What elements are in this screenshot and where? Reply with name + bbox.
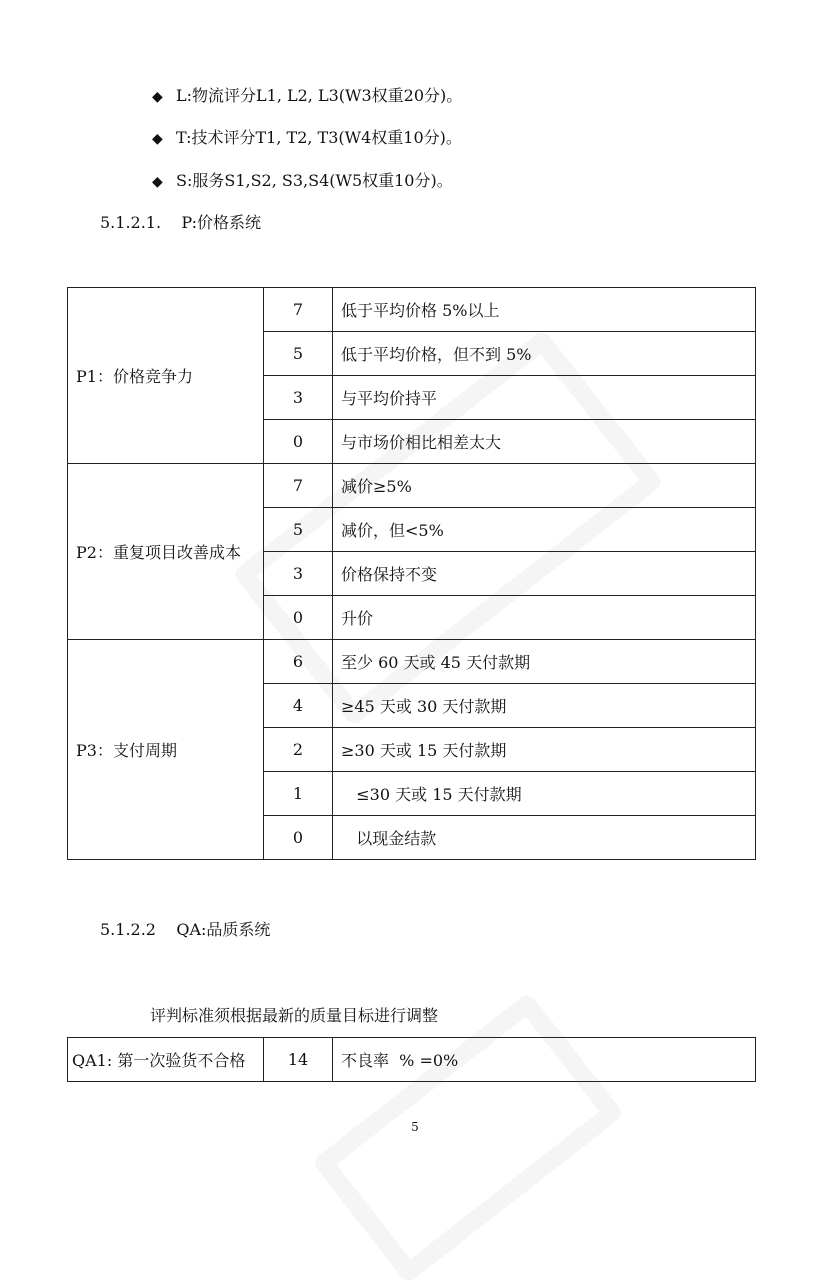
description-cell: 与市场价相比相差太大	[333, 420, 756, 464]
description-cell: 升价	[333, 596, 756, 640]
score-cell: 3	[264, 376, 333, 420]
bullet-item	[152, 171, 453, 192]
description-cell: 低于平均价格，但不到 5%	[333, 332, 756, 376]
page-number: 5	[411, 1120, 419, 1134]
description-cell: 至少 60 天或 45 天付款期	[333, 640, 756, 684]
bullet-text: T:技术评分T1, T2, T3(W4权重10分)。	[176, 128, 462, 147]
score-cell: 14	[264, 1038, 333, 1082]
section-heading-price: 5.1.2.1. P:价格系统	[100, 213, 261, 232]
score-cell: 1	[264, 772, 333, 816]
bullet-text: S:服务S1,S2, S3,S4(W5权重10分)。	[176, 171, 453, 190]
score-cell: 3	[264, 552, 333, 596]
quality-table	[67, 1037, 756, 1082]
score-cell: 7	[264, 288, 333, 332]
diamond-bullet-icon: ◆	[152, 174, 163, 190]
description-cell: 低于平均价格 5%以上	[333, 288, 756, 332]
bullet-text: L:物流评分L1, L2, L3(W3权重20分)。	[176, 86, 463, 105]
description-cell: 与平均价持平	[333, 376, 756, 420]
diamond-bullet-icon: ◆	[152, 131, 163, 147]
score-cell: 7	[264, 464, 333, 508]
description-cell: ≥30 天或 15 天付款期	[333, 728, 756, 772]
description-cell: ≤30 天或 15 天付款期	[333, 772, 756, 816]
score-cell: 0	[264, 816, 333, 860]
score-cell: 5	[264, 332, 333, 376]
diamond-bullet-icon: ◆	[152, 89, 163, 105]
table-row	[68, 1038, 756, 1082]
table-row	[68, 640, 756, 684]
score-cell: 6	[264, 640, 333, 684]
price-table	[67, 287, 756, 860]
bullet-item	[152, 128, 462, 149]
criterion-cell: P2：重复项目改善成本	[68, 464, 264, 640]
bullet-item	[152, 86, 462, 107]
score-cell: 0	[264, 420, 333, 464]
score-cell: 5	[264, 508, 333, 552]
description-cell: 价格保持不变	[333, 552, 756, 596]
quality-caption: 评判标准须根据最新的质量目标进行调整	[150, 1006, 439, 1025]
table-row	[68, 464, 756, 508]
description-cell: 减价，但<5%	[333, 508, 756, 552]
description-cell: 以现金结款	[333, 816, 756, 860]
score-cell: 0	[264, 596, 333, 640]
description-cell: 不良率 % =0%	[333, 1038, 756, 1082]
section-heading-quality: 5.1.2.2 QA:品质系统	[100, 920, 271, 939]
score-cell: 4	[264, 684, 333, 728]
watermark	[311, 992, 625, 1284]
score-cell: 2	[264, 728, 333, 772]
description-cell: 减价≥5%	[333, 464, 756, 508]
criterion-cell: P3：支付周期	[68, 640, 264, 860]
criterion-cell: P1：价格竞争力	[68, 288, 264, 464]
criterion-cell: QA1: 第一次验货不合格	[68, 1038, 264, 1082]
table-row	[68, 288, 756, 332]
description-cell: ≥45 天或 30 天付款期	[333, 684, 756, 728]
